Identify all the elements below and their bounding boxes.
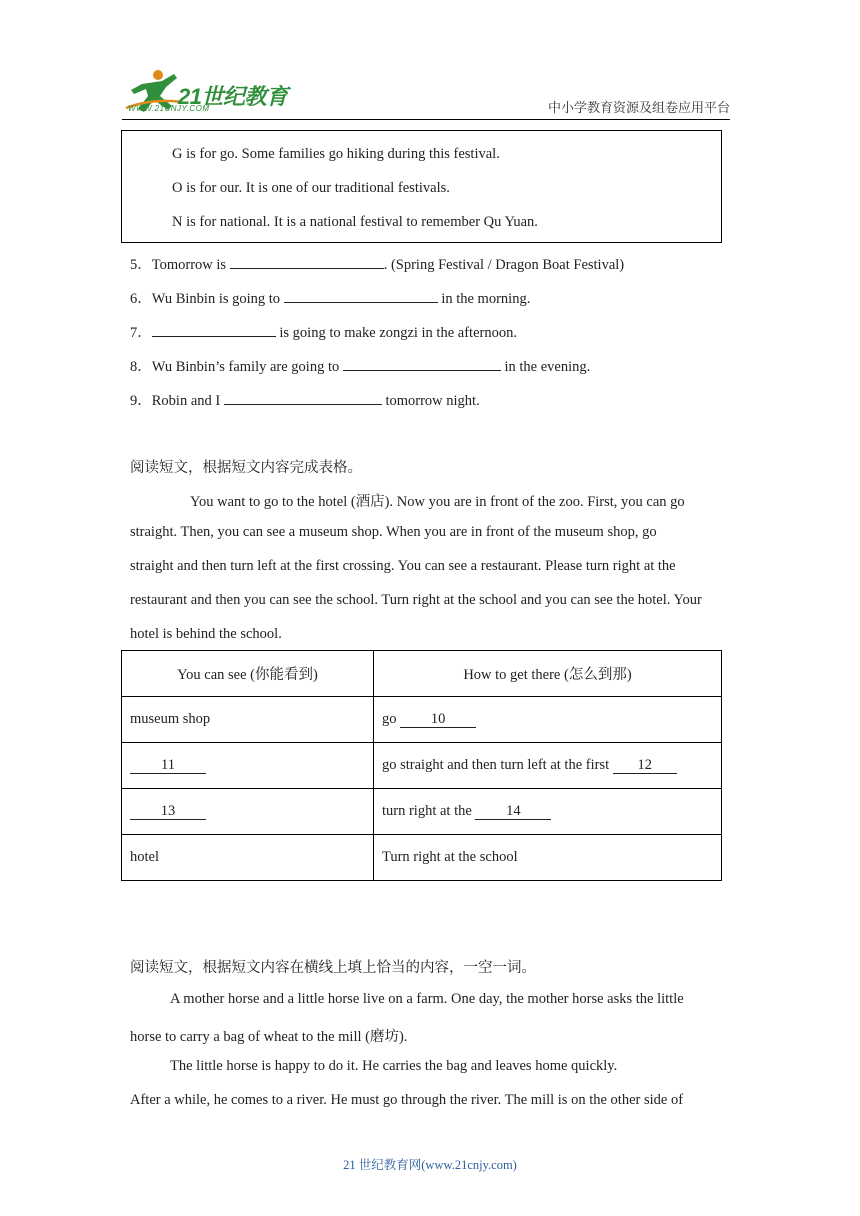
question-7: [130, 321, 517, 342]
question-number: 6．: [130, 291, 152, 307]
question-text: in the evening.: [504, 359, 591, 375]
answer-blank[interactable]: [230, 254, 384, 269]
question-text: Wu Binbin is going to: [151, 291, 281, 307]
box-line: N is for national. It is a national festival to remember Qu Yuan.: [172, 214, 538, 230]
answer-blank[interactable]: [152, 322, 276, 337]
question-text: in the morning.: [441, 291, 531, 307]
directions-table: [121, 650, 722, 881]
table-cell: [122, 743, 374, 789]
question-8: [130, 355, 590, 376]
story-line: horse to carry a bag of wheat to the mill (磨坊).: [130, 1029, 408, 1045]
answer-blank[interactable]: [284, 288, 438, 303]
table-cell: [122, 835, 374, 881]
question-number: 7．: [130, 325, 152, 341]
table-header-row: [122, 651, 722, 697]
box-line: G is for go. Some families go hiking during this festival.: [172, 146, 500, 162]
story-line: The little horse is happy to do it. He carries the bag and leaves home quickly.: [170, 1058, 618, 1074]
header-divider: [122, 119, 730, 120]
question-5: [130, 253, 624, 274]
question-number: 5．: [130, 257, 152, 273]
cell-text: Turn right at the school: [382, 849, 518, 865]
answer-blank[interactable]: 10: [400, 712, 476, 728]
table-row: [122, 789, 722, 835]
cell-text: go: [382, 711, 397, 727]
question-6: [130, 287, 530, 308]
passage-line: straight and then turn left at the first crossing. You can see a restaurant. Please turn right at the: [130, 558, 676, 574]
section2-instruction: 阅读短文，根据短文内容完成表格。: [130, 460, 362, 476]
table-cell: [374, 789, 722, 835]
table-cell: [374, 835, 722, 881]
answer-blank[interactable]: 14: [475, 804, 551, 820]
passage-line: restaurant and then you can see the school. Turn right at the school and you can see the hotel. Your: [130, 592, 702, 608]
table-row: [122, 835, 722, 881]
table-cell: [374, 743, 722, 789]
table-header-cell: How to get there (怎么到那): [374, 651, 722, 697]
table-row: [122, 743, 722, 789]
cell-text: go straight and then turn left at the first: [382, 757, 610, 773]
question-text: . (Spring Festival / Dragon Boat Festival): [383, 257, 625, 273]
answer-blank[interactable]: 11: [130, 758, 206, 774]
passage-line: straight. Then, you can see a museum shop. When you are in front of the museum shop, go: [130, 524, 657, 540]
table-header-cell: You can see (你能看到): [122, 651, 374, 697]
question-text: Wu Binbin’s family are going to: [151, 359, 340, 375]
table-cell: [122, 789, 374, 835]
table-cell: [122, 697, 374, 743]
question-number: 9．: [130, 393, 152, 409]
answer-blank[interactable]: [224, 390, 382, 405]
passage-line: hotel is behind the school.: [130, 626, 282, 642]
story-line: After a while, he comes to a river. He must go through the river. The mill is on the other side of: [130, 1092, 684, 1108]
answer-blank[interactable]: [343, 356, 501, 371]
passage-line: You want to go to the hotel (酒店). Now you are in front of the zoo. First, you can go: [190, 494, 685, 510]
table-row: [122, 697, 722, 743]
question-text: Robin and I: [151, 393, 221, 409]
question-number: 8．: [130, 359, 152, 375]
question-text: Tomorrow is: [151, 257, 227, 273]
question-9: [130, 389, 480, 410]
logo-text: 21世纪教育: [178, 84, 288, 109]
section3-instruction: 阅读短文，根据短文内容在横线上填上恰当的内容，一空一词。: [130, 960, 536, 976]
cell-text: hotel: [130, 849, 159, 865]
answer-blank[interactable]: 12: [613, 758, 677, 774]
box-line: O is for our. It is one of our traditional festivals.: [172, 180, 450, 196]
header-tagline: 中小学教育资源及组卷应用平台: [547, 100, 730, 115]
cell-text: turn right at the: [382, 803, 472, 819]
story-line: A mother horse and a little horse live on a farm. One day, the mother horse asks the little: [170, 991, 684, 1007]
page-header: [0, 0, 860, 125]
answer-blank[interactable]: 13: [130, 804, 206, 820]
question-text: is going to make zongzi in the afternoon.: [279, 325, 517, 341]
table-cell: [374, 697, 722, 743]
cell-text: museum shop: [130, 711, 211, 727]
page-footer: 21 世纪教育网(www.21cnjy.com): [343, 1158, 517, 1172]
question-text: tomorrow night.: [385, 393, 480, 409]
logo-url: WWW.21CNJY.COM: [128, 104, 210, 113]
festival-acrostic-box: [121, 130, 722, 243]
